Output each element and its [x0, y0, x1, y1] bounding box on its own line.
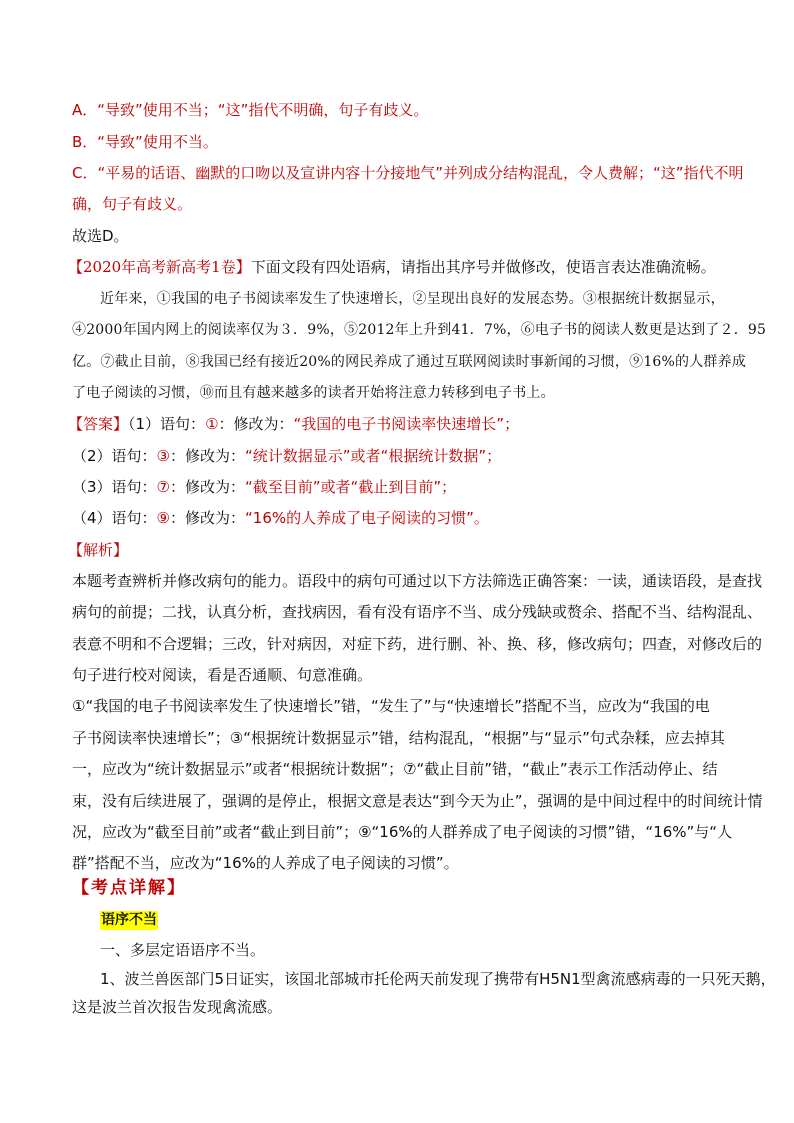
option-c-line1: C．“平易的话语、幽默的口吻以及宣讲内容十分接地气”并列成分结构混乱，令人费解；“这”指代不明: [72, 164, 744, 182]
answer-fix: “16%的人养成了电子阅读的习惯”。: [245, 509, 489, 527]
answer-num: （3）语句：: [72, 478, 157, 496]
example-line: 1、波兰兽医部门5日证实，该国北部城市托伦两天前发现了携带有H5N1型禽流感病毒的一只死天鹅，: [100, 970, 776, 988]
sub-heading: 一、多层定语语序不当。: [100, 941, 266, 959]
answer-mid: ：修改为：: [170, 447, 246, 465]
question-prompt: 下面文段有四处语病，请指出其序号并做修改，使语言表达准确流畅。: [250, 258, 716, 276]
answer-mid: ：修改为：: [218, 415, 294, 433]
analysis-detail-line: 子书阅读率快速增长”；③“根据统计数据显示”错，结构混乱，“根据”与“显示”句式杂糅，应去掉其: [72, 729, 725, 747]
answer-idx: ③: [156, 447, 170, 465]
question-header: [68, 257, 716, 277]
answer-label: 【答案】: [68, 415, 129, 433]
passage-line: ④2000年国内网上的阅读率仅为３．9%，⑤2012年上升到41．7%，⑥电子书的阅读人数更是达到了２．95: [72, 322, 767, 338]
answer-mid: ：修改为：: [170, 478, 246, 496]
answer-row-3: [72, 477, 456, 497]
analysis-label: 【解析】: [68, 541, 129, 559]
answer-idx: ⑦: [156, 478, 170, 496]
analysis-detail-line: 况，应改为“截至目前”或者“截止到目前”；⑨“16%的人群养成了电子阅读的习惯”错，“16%”与“人: [72, 823, 733, 841]
kaodian-title: 【考点详解】: [72, 878, 186, 898]
analysis-line: 句子进行校对阅读，看是否通顺、句意准确。: [72, 666, 373, 684]
answer-fix: “统计数据显示”或者“根据统计数据”；: [245, 447, 502, 465]
answer-row-1: [68, 414, 519, 434]
example-line: 这是波兰首次报告发现禽流感。: [72, 998, 283, 1016]
option-a: A．“导致”使用不当；“这”指代不明确，句子有歧义。: [72, 101, 429, 119]
passage-line: 亿。⑦截止目前，⑧我国已经有接近20%的网民养成了通过互联网阅读时事新闻的习惯，⑨16%的人群养成: [72, 354, 747, 370]
answer-num: （2）语句：: [72, 447, 157, 465]
answer-fix: “我国的电子书阅读率快速增长”；: [293, 415, 520, 433]
analysis-detail-line: 束，没有后续进展了，强调的是停止，根据文意是表达“到今天为止”，强调的是中间过程中的时间统计情: [72, 792, 763, 810]
passage-line: 近年来，①我国的电子书阅读率发生了快速增长，②呈现出良好的发展态势。③根据统计数据显示，: [100, 291, 725, 307]
analysis-detail-line: 群”搭配不当，应改为“16%的人养成了电子阅读的习惯”。: [72, 854, 459, 872]
analysis-detail-line: 一，应改为“统计数据显示”或者“根据统计数据”；⑦“截止目前”错，“截止”表示工作活动停止、结: [72, 760, 718, 778]
analysis-line: 病句的前提；二找，认真分析，查找病因，看有没有语序不当、成分残缺或赘余、搭配不当、结构混乱、: [72, 603, 763, 621]
passage-line: 了电子阅读的习惯，⑩而且有越来越多的读者开始将注意力转移到电子书上。: [72, 385, 555, 401]
conclusion: 故选D。: [72, 227, 129, 245]
question-source: 【2020年高考新高考1卷】: [68, 258, 251, 276]
answer-num: （1）语句：: [128, 415, 206, 433]
answer-row-2: [72, 446, 501, 466]
option-b: B．“导致”使用不当。: [72, 133, 218, 151]
highlight-tag: 语序不当: [101, 912, 157, 928]
answer-mid: ：修改为：: [170, 509, 246, 527]
answer-num: （4）语句：: [72, 509, 157, 527]
option-c-line2: 确，句子有歧义。: [72, 195, 193, 213]
answer-row-4: [72, 508, 489, 528]
analysis-detail-line: ①“我国的电子书阅读率发生了快速增长”错，“发生了”与“快速增长”搭配不当，应改为“我国的电: [72, 697, 710, 715]
answer-idx: ①: [205, 415, 219, 433]
answer-fix: “截至目前”或者“截止到目前”；: [245, 478, 457, 496]
analysis-line: 本题考查辨析并修改病句的能力。语段中的病句可通过以下方法筛选正确答案：一读，通读语段，是查找: [72, 572, 763, 590]
analysis-line: 表意不明和不合逻辑；三改，针对病因，对症下药，进行删、补、换、移，修改病句；四查，对修改后的: [72, 635, 763, 653]
answer-idx: ⑨: [156, 509, 170, 527]
